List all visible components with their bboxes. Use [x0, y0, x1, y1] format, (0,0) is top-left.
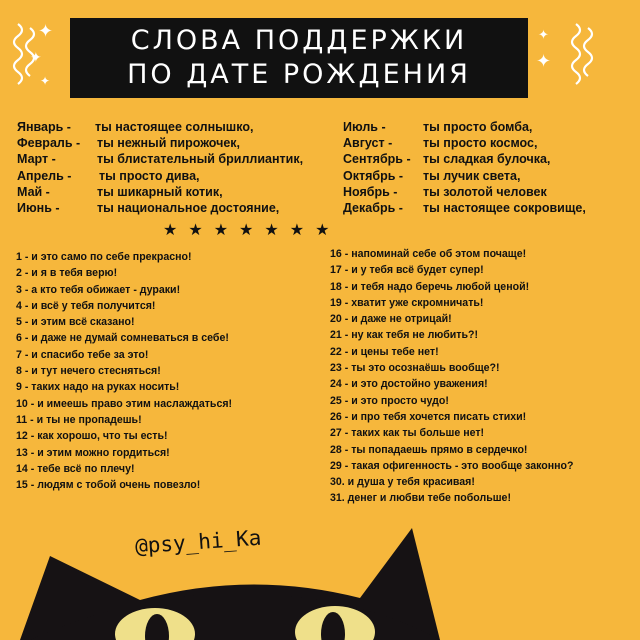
list-item: 10 - и имеешь право этим наслаждаться! [16, 397, 233, 410]
list-item: 27 - таких как ты больше нет! [330, 427, 485, 440]
list-item: 26 - и про тебя хочется писать стихи! [330, 410, 527, 423]
sparkle-icon: ✦ [30, 49, 42, 65]
month-label: Август - [343, 136, 393, 151]
stars-divider: ★★★★★★★ [163, 222, 341, 239]
month-phrase: ты просто бомба, [423, 120, 533, 134]
month-label: Январь - [17, 120, 71, 134]
list-item: 19 - хватит уже скромничать! [330, 296, 484, 309]
month-label: Июль - [343, 120, 386, 134]
month-label: Апрель - [17, 168, 72, 183]
month-label: Июнь - [17, 200, 60, 215]
list-item: 21 - ну как тебя не любить?! [330, 329, 478, 342]
list-item: 11 - и ты не пропадешь! [16, 413, 142, 426]
list-item: 22 - и цены тебе нет! [330, 345, 439, 358]
list-item: 24 - и это достойно уважения! [330, 378, 488, 391]
sparkle-icon: ✦ [538, 27, 549, 42]
author-handle: @psy_hi_Ka [134, 525, 263, 559]
list-item: 3 - а кто тебя обижает - дураки! [16, 283, 181, 296]
list-item: 14 - тебе всё по плечу! [16, 462, 135, 475]
list-item: 28 - ты попадаешь прямо в сердечко! [330, 443, 528, 456]
month-phrase: ты просто дива, [99, 168, 200, 183]
month-phrase: ты национальное достояние, [97, 200, 280, 215]
sparkle-icon: ✦ [40, 74, 51, 88]
list-item: 5 - и этим всё сказано! [16, 316, 135, 329]
title-line-1: СЛОВА ПОДДЕРЖКИ [130, 25, 468, 56]
list-item: 7 - и спасибо тебе за это! [16, 348, 149, 361]
month-label: Сентябрь - [343, 152, 411, 167]
list-item: 15 - людям с тобой очень повезло! [16, 479, 201, 492]
list-item: 23 - ты это осознаёшь вообще?! [330, 362, 500, 375]
title-line-2: ПО ДАТЕ РОЖДЕНИЯ [127, 59, 471, 90]
list-item: 29 - такая офигенность - это вообще законно? [330, 459, 574, 472]
list-item: 13 - и этим можно гордиться! [16, 446, 170, 459]
month-phrase: ты шикарный котик, [97, 184, 223, 199]
list-item: 8 - и тут нечего стесняться! [16, 365, 161, 378]
list-item: 12 - как хорошо, что ты есть! [16, 430, 168, 443]
month-phrase: ты сладкая булочка, [423, 152, 551, 167]
month-phrase: ты просто космос, [423, 136, 538, 151]
sparkle-icon: ✦ [536, 51, 552, 71]
month-phrase: ты золотой человек [423, 184, 547, 199]
month-label: Декабрь - [343, 200, 403, 215]
month-label: Март - [17, 152, 56, 167]
month-phrase: ты настоящее солнышко, [95, 120, 254, 134]
month-phrase: ты нежный пирожочек, [97, 136, 241, 151]
list-item: 30. и душа у тебя красивая! [330, 476, 475, 489]
month-phrase: ты лучик света, [423, 168, 521, 183]
list-item: 16 - напоминай себе об этом почаще! [330, 248, 527, 260]
list-item: 18 - и тебя надо беречь любой ценой! [330, 280, 530, 293]
list-item: 25 - и это просто чудо! [330, 394, 449, 407]
list-item: 20 - и даже не отрицай! [330, 313, 452, 326]
month-phrase: ты блистательный бриллиантик, [97, 152, 304, 167]
list-item: 31. денег и любви тебе побольше! [330, 492, 511, 505]
list-item: 2 - и я в тебя верю! [16, 267, 118, 280]
list-item: 6 - и даже не думай сомневаться в себе! [16, 332, 229, 345]
month-label: Октябрь - [343, 168, 404, 183]
month-label: Ноябрь - [343, 184, 398, 199]
list-item: 4 - и всё у тебя получится! [16, 299, 156, 312]
list-item: 17 - и у тебя всё будет супер! [330, 264, 484, 277]
list-item: 9 - таких надо на руках носить! [16, 381, 180, 394]
month-label: Май - [17, 184, 50, 199]
month-label: Февраль - [17, 136, 81, 151]
sparkle-icon: ✦ [38, 21, 54, 41]
list-item: 1 - и это само по себе прекрасно! [16, 251, 192, 263]
month-phrase: ты настоящее сокровище, [423, 200, 586, 215]
